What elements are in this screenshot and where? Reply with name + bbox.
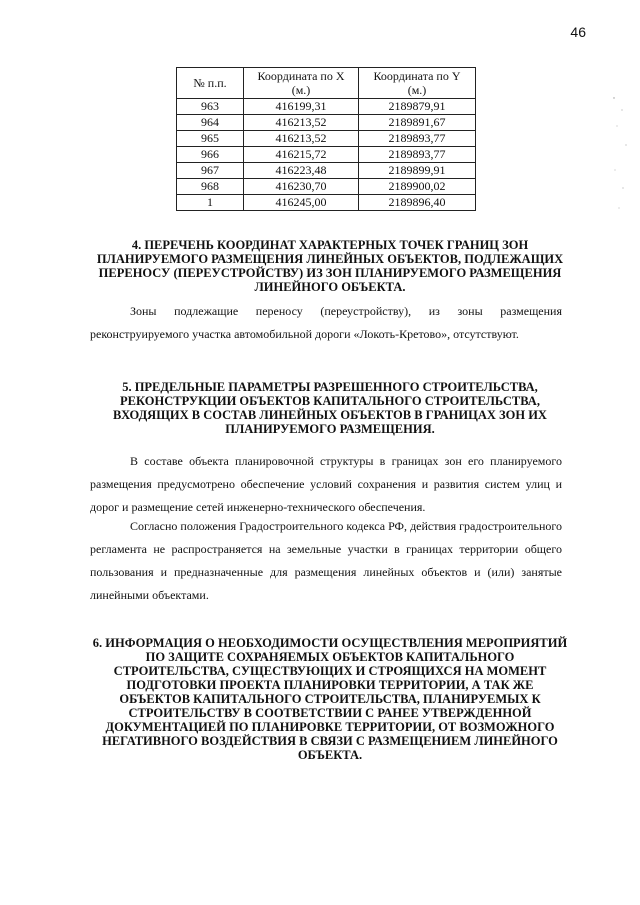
- section-5-paragraph-1: В составе объекта планировочной структуры в границах зон его планируемого размещения предусмотрено обеспечение условий сохранения и развития систем улиц и дорог и размещение сетей инженерно-технического обеспечения.: [90, 454, 562, 514]
- cell-x: 416230,70: [244, 179, 359, 195]
- cell-y: 2189899,91: [359, 163, 476, 179]
- table-row: [177, 163, 476, 179]
- cell-number: 965: [177, 131, 244, 147]
- column-header-x: Координата по X (м.): [244, 68, 359, 99]
- section-5-heading: 5. ПРЕДЕЛЬНЫЕ ПАРАМЕТРЫ РАЗРЕШЕННОГО СТРОИТЕЛЬСТВА, РЕКОНСТРУКЦИИ ОБЪЕКТОВ КАПИТАЛЬНОГО СТРОИТЕЛЬСТВА, ВХОДЯЩИХ В СОСТАВ ЛИНЕЙНЫХ ОБЪЕКТОВ В ГРАНИЦАХ ЗОН ИХ ПЛАНИРУЕМОГО РАЗМЕЩЕНИЯ.: [113, 380, 547, 436]
- section-5-paragraph-2: Согласно положения Градостроительного кодекса РФ, действия градостроительного регламента не распространяется на земельные участки в границах территории общего пользования и предназначенные для размещения линейных объектов и (или) занятые линейными объектами.: [90, 519, 562, 602]
- cell-y: 2189879,91: [359, 99, 476, 115]
- cell-y: 2189891,67: [359, 115, 476, 131]
- cell-number: 964: [177, 115, 244, 131]
- cell-number: 967: [177, 163, 244, 179]
- cell-number: 968: [177, 179, 244, 195]
- section-4-paragraph: Зоны подлежащие переносу (переустройству), из зоны размещения реконструируемого участка автомобильной дороги «Локоть-Кретово», отсутствуют.: [90, 304, 562, 341]
- cell-y: 2189893,77: [359, 147, 476, 163]
- cell-number: 963: [177, 99, 244, 115]
- table-row: [177, 115, 476, 131]
- cell-x: 416215,72: [244, 147, 359, 163]
- cell-y: 2189893,77: [359, 131, 476, 147]
- cell-x: 416199,31: [244, 99, 359, 115]
- page-number: 46: [570, 24, 586, 40]
- cell-y: 2189896,40: [359, 195, 476, 211]
- coordinates-table: [176, 67, 476, 211]
- table-row: [177, 147, 476, 163]
- cell-x: 416245,00: [244, 195, 359, 211]
- table-row: [177, 195, 476, 211]
- column-header-number: № п.п.: [177, 68, 244, 99]
- cell-x: 416223,48: [244, 163, 359, 179]
- table-row: [177, 99, 476, 115]
- section-4-heading: 4. ПЕРЕЧЕНЬ КООРДИНАТ ХАРАКТЕРНЫХ ТОЧЕК ГРАНИЦ ЗОН ПЛАНИРУЕМОГО РАЗМЕЩЕНИЯ ЛИНЕЙНЫХ ОБЪЕКТОВ, ПОДЛЕЖАЩИХ ПЕРЕНОСУ (ПЕРЕУСТРОЙСТВУ) ИЗ ЗОН ПЛАНИРУЕМОГО РАЗМЕЩЕНИЯ ЛИНЕЙНОГО ОБЪЕКТА.: [96, 238, 564, 294]
- cell-y: 2189900,02: [359, 179, 476, 195]
- table-row: [177, 131, 476, 147]
- cell-number: 1: [177, 195, 244, 211]
- scan-noise-decoration: [608, 90, 632, 230]
- section-6-heading: 6. ИНФОРМАЦИЯ О НЕОБХОДИМОСТИ ОСУЩЕСТВЛЕНИЯ МЕРОПРИЯТИЙ ПО ЗАЩИТЕ СОХРАНЯЕМЫХ ОБЪЕКТОВ КАПИТАЛЬНОГО СТРОИТЕЛЬСТВА, СУЩЕСТВУЮЩИХ И СТРОЯЩИХСЯ НА МОМЕНТ ПОДГОТОВКИ ПРОЕКТА ПЛАНИРОВКИ ТЕРРИТОРИИ, А ТАК ЖЕ ОБЪЕКТОВ КАПИТАЛЬНОГО СТРОИТЕЛЬСТВА, ПЛАНИРУЕМЫХ К СТРОИТЕЛЬСТВУ В СООТВЕТСТВИИ С РАНЕЕ УТВЕРЖДЕННОЙ ДОКУМЕНТАЦИЕЙ ПО ПЛАНИРОВКЕ ТЕРРИТОРИИ, ОТ ВОЗМОЖНОГО НЕГАТИВНОГО ВОЗДЕЙСТВИЯ В СВЯЗИ С РАЗМЕЩЕНИЕМ ЛИНЕЙНОГО ОБЪЕКТА.: [92, 636, 568, 762]
- cell-number: 966: [177, 147, 244, 163]
- table-header-row: [177, 68, 476, 99]
- table-row: [177, 179, 476, 195]
- cell-x: 416213,52: [244, 131, 359, 147]
- column-header-y: Координата по Y (м.): [359, 68, 476, 99]
- cell-x: 416213,52: [244, 115, 359, 131]
